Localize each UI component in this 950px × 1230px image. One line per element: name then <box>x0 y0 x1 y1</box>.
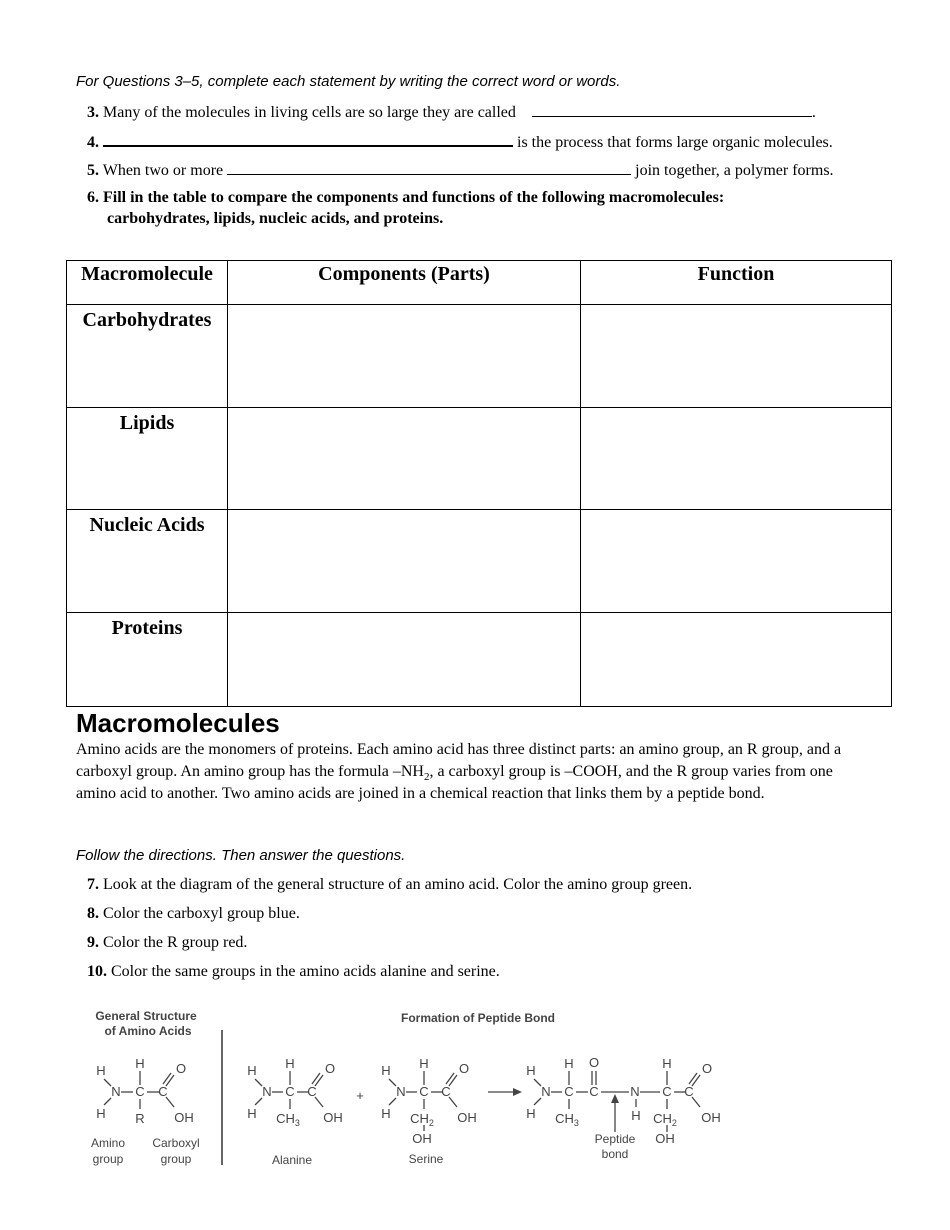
row-label-lipids: Lipids <box>67 408 228 510</box>
svg-text:N: N <box>630 1084 640 1099</box>
question-10-number: 10. <box>87 963 107 980</box>
svg-text:H: H <box>631 1108 641 1123</box>
question-3-number: 3. <box>87 104 99 121</box>
paragraph-part-b: , a carboxyl group is –COOH, and the R group varies from one amino acid to another. Two amino acids are joined in a chemical reaction that links them by a peptide bond. <box>76 763 833 802</box>
svg-text:N: N <box>541 1084 551 1099</box>
cell-proteins-function[interactable] <box>581 613 892 707</box>
question-4-number: 4. <box>87 134 99 151</box>
cell-nucleic-acids-function[interactable] <box>581 510 892 613</box>
reaction-arrow-head <box>513 1088 522 1096</box>
svg-text:C: C <box>662 1084 672 1099</box>
svg-text:C: C <box>684 1084 694 1099</box>
question-4 <box>87 131 833 152</box>
svg-text:H: H <box>247 1063 257 1078</box>
svg-text:C: C <box>285 1084 295 1099</box>
svg-text:N: N <box>262 1084 272 1099</box>
svg-text:O: O <box>458 1061 470 1076</box>
paragraph-subscript: 2 <box>423 771 430 784</box>
instructions-follow-directions: Follow the directions. Then answer the questions. <box>76 847 406 864</box>
question-8 <box>87 905 300 923</box>
cell-carbohydrates-function[interactable] <box>581 305 892 408</box>
question-7-text: Look at the diagram of the general structure of an amino acid. Color the amino group green. <box>103 876 693 893</box>
general-structure-title-2: of Amino Acids <box>104 1024 192 1038</box>
svg-text:OH: OH <box>701 1110 721 1125</box>
svg-text:O: O <box>324 1061 336 1076</box>
cell-lipids-components[interactable] <box>228 408 581 510</box>
question-3-period: . <box>811 104 816 121</box>
question-6-line-2: carbohydrates, lipids, nucleic acids, and proteins. <box>107 210 444 227</box>
svg-text:H: H <box>285 1056 295 1071</box>
label-amino-1: Amino <box>90 1136 126 1150</box>
peptide-bond-formation-title: Formation of Peptide Bond <box>401 1011 555 1025</box>
question-3 <box>87 102 816 122</box>
label-peptide-2: bond <box>601 1147 629 1161</box>
table-header-row <box>67 261 892 305</box>
intro-paragraph <box>76 739 876 805</box>
svg-text:N: N <box>111 1084 121 1099</box>
svg-text:H: H <box>381 1063 391 1078</box>
question-5 <box>87 160 834 180</box>
header-function: Function <box>581 261 892 305</box>
row-label-proteins: Proteins <box>67 613 228 707</box>
question-9-number: 9. <box>87 934 99 951</box>
cell-nucleic-acids-components[interactable] <box>228 510 581 613</box>
header-components: Components (Parts) <box>228 261 581 305</box>
question-4-text: is the process that forms large organic molecules. <box>517 134 833 151</box>
svg-text:C: C <box>307 1084 317 1099</box>
question-10 <box>87 963 500 981</box>
svg-text:C: C <box>589 1084 599 1099</box>
svg-text:OH: OH <box>323 1110 343 1125</box>
question-10-text: Color the same groups in the amino acids alanine and serine. <box>111 963 500 980</box>
svg-text:H: H <box>96 1063 106 1078</box>
svg-text:O: O <box>175 1061 187 1076</box>
svg-text:C: C <box>441 1084 451 1099</box>
question-7-number: 7. <box>87 876 99 893</box>
question-6-line-1: 6. Fill in the table to compare the components and functions of the following macromolecules: <box>87 189 725 206</box>
svg-text:CH3: $CH_3$ <box>555 1111 579 1128</box>
svg-text:H: H <box>96 1106 106 1121</box>
svg-text:OH: OH <box>412 1131 432 1146</box>
macromolecule-comparison-table <box>66 260 892 707</box>
question-5-text-pre: When two or more <box>102 162 224 179</box>
label-carboxyl-1: Carboxyl <box>152 1136 200 1150</box>
question-5-answer-blank[interactable] <box>227 160 631 175</box>
general-structure-title-1: General Structure <box>95 1009 197 1023</box>
svg-text:H: H <box>381 1106 391 1121</box>
paragraph-part-a: Amino acids are the monomers of proteins. Each amino acid has three distinct parts: an amino group, an R group, and a carboxyl group. An amino group has the formula –NH <box>76 741 842 780</box>
svg-text:CH2: $CH_2$ <box>410 1111 434 1128</box>
svg-text:+: + <box>356 1088 364 1103</box>
table-row <box>67 408 892 510</box>
svg-text:OH: OH <box>174 1110 194 1125</box>
svg-text:N: N <box>396 1084 406 1099</box>
cell-carbohydrates-components[interactable] <box>228 305 581 408</box>
label-peptide-1: Peptide <box>594 1132 636 1146</box>
svg-text:R: R <box>135 1111 145 1126</box>
cell-lipids-function[interactable] <box>581 408 892 510</box>
cell-proteins-components[interactable] <box>228 613 581 707</box>
question-5-text-post: join together, a polymer forms. <box>635 162 834 179</box>
svg-text:H: H <box>526 1106 536 1121</box>
label-carboxyl-2: group <box>160 1152 192 1166</box>
instructions-questions-3-5: For Questions 3–5, complete each statement by writing the correct word or words. <box>76 73 621 90</box>
svg-text:H: H <box>526 1063 536 1078</box>
question-8-number: 8. <box>87 905 99 922</box>
svg-text:H: H <box>662 1056 672 1071</box>
table-row <box>67 510 892 613</box>
question-3-text: Many of the molecules in living cells are so large they are called <box>103 104 516 121</box>
row-label-nucleic-acids: Nucleic Acids <box>67 510 228 613</box>
svg-text:H: H <box>135 1056 145 1071</box>
header-macromolecule: Macromolecule <box>67 261 228 305</box>
question-8-text: Color the carboxyl group blue. <box>103 905 300 922</box>
amino-acid-diagram <box>0 995 950 1180</box>
svg-text:OH: OH <box>655 1131 675 1146</box>
svg-text:C: C <box>564 1084 574 1099</box>
svg-text:C: C <box>135 1084 145 1099</box>
label-amino-2: group <box>92 1152 124 1166</box>
question-9-text: Color the R group red. <box>103 934 248 951</box>
question-5-number: 5. <box>87 162 99 179</box>
label-serine: Serine <box>408 1152 444 1166</box>
svg-text:C: C <box>158 1084 168 1099</box>
table-row <box>67 613 892 707</box>
svg-text:O: O <box>588 1055 600 1070</box>
svg-text:OH: OH <box>457 1110 477 1125</box>
question-4-answer-blank[interactable] <box>103 131 513 147</box>
question-7 <box>87 876 692 894</box>
svg-text:O: O <box>701 1061 713 1076</box>
table-row <box>67 305 892 408</box>
svg-text:CH2: $CH_2$ <box>653 1111 677 1128</box>
section-title: Macromolecules <box>76 708 280 738</box>
svg-text:H: H <box>564 1056 574 1071</box>
svg-text:H: H <box>419 1056 429 1071</box>
row-label-carbohydrates: Carbohydrates <box>67 305 228 408</box>
peptide-arrow-head <box>611 1094 619 1103</box>
question-9 <box>87 934 247 952</box>
svg-text:H: H <box>247 1106 257 1121</box>
svg-text:C: C <box>419 1084 429 1099</box>
label-alanine: Alanine <box>271 1153 313 1167</box>
svg-text:CH3: $CH_3$ <box>276 1111 300 1128</box>
question-3-answer-blank[interactable] <box>532 102 812 117</box>
